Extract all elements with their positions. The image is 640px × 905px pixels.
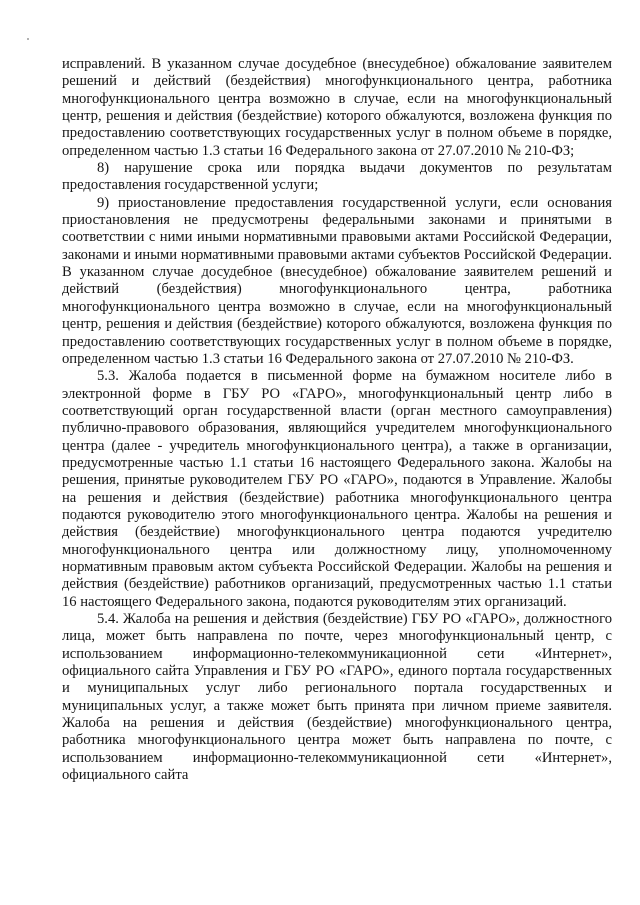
paragraph-section-5-4: 5.4. Жалоба на решения и действия (бездействие) ГБУ РО «ГАРО», должностного лица, может быть направлена по почте, через многофункциональный центр, с использованием информационно-телекоммуникационной сети «Интернет», официального сайта Управления и ГБУ РО «ГАРО», единого портала государственных и муниципальных услуг либо регионального портала государственных и муниципальных услуг, а также может быть принята при личном приеме заявителя. Жалоба на решения и действия (бездействие) многофункционального центра, работника многофункционального центра может быть направлена по почте, с использованием информационно-телекоммуникационной сети «Интернет», официального сайта: [62, 611, 612, 784]
paragraph-section-5-3: 5.3. Жалоба подается в письменной форме на бумажном носителе либо в электронной форме в ГБУ РО «ГАРО», многофункциональный центр либо в соответствующий орган государственной власти (орган местного самоуправления) публично-правового образования, являющийся учредителем многофункционального центра (далее - учредитель многофункционального центра), а также в организации, предусмотренные частью 1.1 статьи 16 настоящего Федерального закона. Жалобы на решения, принятые руководителем ГБУ РО «ГАРО», подаются в Управление. Жалобы на решения и действия (бездействие) работника многофункционального центра подаются руководителю этого многофункционального центра. Жалобы на решения и действия (бездействие) многофункционального центра подаются учредителю многофункционального центра или должностному лицу, уполномоченному нормативным правовым актом субъекта Российской Федерации. Жалобы на решения и действия (бездействие) работников организаций, предусмотренных частью 1.1 статьи 16 настоящего Федерального закона, подаются руководителям этих организаций.: [62, 368, 612, 610]
scan-speck: [27, 38, 29, 40]
paragraph-continuation: исправлений. В указанном случае досудебное (внесудебное) обжалование заявителем решений и действий (бездействия) многофункционального центра, работника многофункционального центра возможно в случае, если на многофункциональный центр, решения и действия (бездействие) которого обжалуются, возложена функция по предоставлению соответствующих государственных услуг в полном объеме в порядке, определенном частью 1.3 статьи 16 Федерального закона от 27.07.2010 № 210-ФЗ;: [62, 56, 612, 159]
document-body: [62, 56, 612, 784]
paragraph-item-8: 8) нарушение срока или порядка выдачи документов по результатам предоставления государственной услуги;: [62, 160, 612, 194]
paragraph-item-9: 9) приостановление предоставления государственной услуги, если основания приостановления не предусмотрены федеральными законами и принятыми в соответствии с ними иными нормативными правовыми актами Российской Федерации, законами и иными нормативными правовыми актами субъектов Российской Федерации. В указанном случае досудебное (внесудебное) обжалование заявителем решений и действий (бездействия) многофункционального центра, работника многофункционального центра возможно в случае, если на многофункциональный центр, решения и действия (бездействие) которого обжалуются, возложена функция по предоставлению соответствующих государственных услуг в полном объеме в порядке, определенном частью 1.3 статьи 16 Федерального закона от 27.07.2010 № 210-ФЗ.: [62, 194, 612, 367]
